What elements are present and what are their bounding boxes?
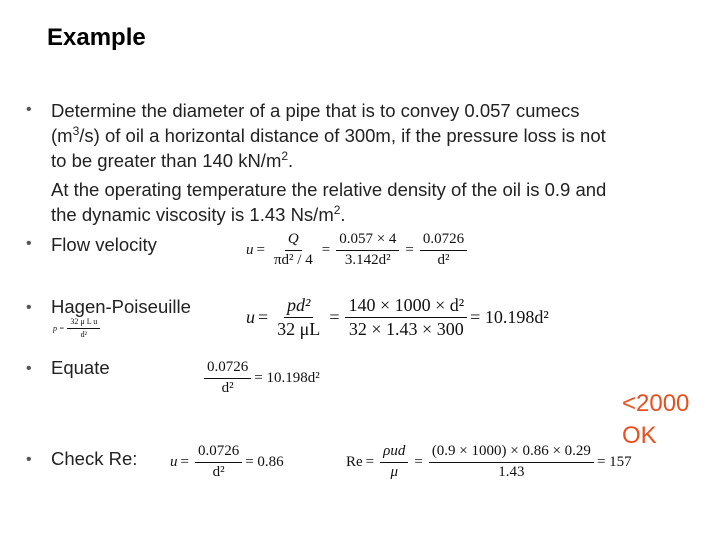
fraction: $\frac{0.057 \times 4}{\text{3.142d²}}$ xyxy=(336,232,399,269)
fraction: $\frac{Q}{\text{πd² / 4}}$ xyxy=(273,231,313,268)
hagen-poiseuille-equation: u = $\frac{\text{pd²}}{32 \mu L}$ = $\frac{\text{140 × 1000 × d²}}{32 \times 1.43 \times 300}$ = 10.198d² xyxy=(246,295,549,339)
fraction: $\frac{0.0726}{\text{d²}}$ xyxy=(420,232,467,269)
fraction: $\frac{0.0726}{\text{d²}}$ xyxy=(204,360,251,397)
bullet-marker xyxy=(26,304,34,312)
equate-equation xyxy=(201,360,320,397)
equate-label: Equate xyxy=(51,357,110,378)
fraction: $\frac{\text{pd²}}{32 \mu L}$ xyxy=(277,295,321,339)
hagen-poiseuille-label: Hagen-Poiseuille xyxy=(51,296,191,317)
flow-velocity-label: Flow velocity xyxy=(51,234,157,255)
bullet-marker xyxy=(26,456,34,464)
bullet-marker xyxy=(26,240,34,248)
bullet-marker xyxy=(26,365,34,373)
variable-u: u xyxy=(246,241,254,258)
equate-result: = 10.198d² xyxy=(254,369,320,386)
check-velocity-equation: u = $\frac{0.0726}{\text{d²}}$ = 0.86 xyxy=(170,443,284,480)
variable-u: u xyxy=(170,453,178,470)
intro-line-5: the dynamic viscosity is 1.43 $Ns/m^2$. xyxy=(51,202,346,225)
intro-line-3: to be greater than 140 $kN/m^2$. xyxy=(51,148,294,171)
intro-line-1: Determine the diameter of a pipe that is to convey 0.057 cumecs xyxy=(51,100,580,121)
check-re-label: Check Re: xyxy=(51,448,138,469)
variable-u: u xyxy=(246,306,255,327)
fraction: $\frac{\text{140 × 1000 × d²}}{32 \times 1.43 \times 300}$ xyxy=(345,296,467,339)
fraction: $\frac{\text{ρud}}{\mu}$ xyxy=(380,444,408,481)
fraction: $\frac{(0.9 \times 1000) \times 0.86 \times 0.29}{1.43}$ xyxy=(429,444,594,481)
intro-line-4: At the operating temperature the relative density of the oil is 0.9 and xyxy=(51,179,607,200)
bullet-marker xyxy=(26,106,34,114)
reynolds-equation: Re = $\frac{\text{ρud}}{\mu}$ = $\frac{(0.9 \times 1000) \times 0.86 \times 0.29}{1.43}$ = 157 xyxy=(346,443,632,480)
reynolds-symbol: Re xyxy=(346,453,363,470)
flow-velocity-equation: u = $\frac{Q}{\text{πd² / 4}}$ = $\frac{0.057 \times 4}{\text{3.142d²}}$ = $\frac{0.0726}{\text{d²}}$ xyxy=(246,232,470,269)
check-velocity-result: = 0.86 xyxy=(245,453,284,470)
hagen-result: = 10.198d² xyxy=(470,306,549,327)
reynolds-result: = 157 xyxy=(596,453,632,470)
annotation-ok: OK xyxy=(622,422,657,449)
fraction: $\frac{0.0726}{\text{d²}}$ xyxy=(195,444,242,481)
annotation-less-than-2000: <2000 xyxy=(622,390,690,417)
intro-line-2: $(m^3/s)$ of oil a horizontal distance of 300m, if the pressure loss is not xyxy=(51,123,606,146)
hagen-small-formula: p = $\frac{\text{32 μ L u}}{\text{d²}}$ xyxy=(53,318,103,340)
slide-title: Example xyxy=(47,24,146,51)
